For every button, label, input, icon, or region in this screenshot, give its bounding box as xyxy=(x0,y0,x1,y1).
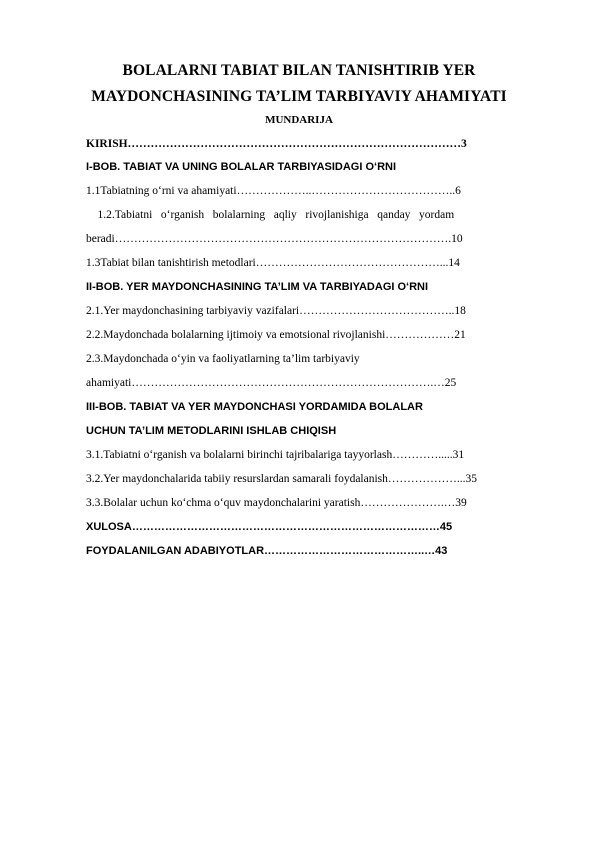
toc-entry-1-3[interactable]: 1.3Tabiat bilan tanishtirish metodlari…………………………………………...14 xyxy=(86,257,460,269)
toc-entry-2-3-cont[interactable]: ahamiyati…………………………………………………………………….…25 xyxy=(86,377,457,389)
toc-entry-2-1[interactable]: 2.1.Yer maydonchasining tarbiyaviy vazifalari…………………………………..18 xyxy=(86,305,466,317)
toc-entry-1-2-cont[interactable]: beradi…………………………………………………………………………….10 xyxy=(86,233,463,245)
toc-entry-1-2[interactable]: 1.2.Tabiatni o‘rganish bolalarning aqliy rivojlanishiga qanday yordam xyxy=(86,209,455,221)
toc-chapter-1[interactable]: I-BOB. TABIAT VA UNING BOLALAR TARBIYASIDAGI O‘RNI xyxy=(86,161,397,173)
toc-entry-xulosa[interactable]: XULOSA…………………………………………………………………………45 xyxy=(86,521,453,533)
toc-entry-adabiyotlar[interactable]: FOYDALANILGAN ADABIYOTLAR……………………………………..…43 xyxy=(86,545,448,557)
toc-entry-kirish[interactable]: KIRISH……………………………………………………………………………3 xyxy=(86,138,467,150)
document-title: BOLALARNI TABIAT BILAN TANISHTIRIB YER MAYDONCHASINING TA’LIM TARBIYAVIY AHAMIYATI xyxy=(91,62,507,105)
toc-heading: MUNDARIJA xyxy=(265,114,333,126)
toc-entry-2-3[interactable]: 2.3.Maydonchada o‘yin va faoliyatlarning ta’lim tarbiyaviy xyxy=(86,353,360,365)
toc-entry-1-1[interactable]: 1.1Tabiatning o‘rni va ahamiyati………………..………………………………..6 xyxy=(86,185,461,197)
toc-chapter-2[interactable]: II-BOB. YER MAYDONCHASINING TA’LIM VA TARBIYADAGI O‘RNI xyxy=(86,281,429,293)
toc-entry-3-2[interactable]: 3.2.Yer maydonchalarida tabiiy resurslardan samarali foydalanish………………...35 xyxy=(86,473,478,485)
toc-entry-3-3[interactable]: 3.3.Bolalar uchun ko‘chma o‘quv maydonchalarini yaratish………………….…39 xyxy=(86,497,467,509)
toc-chapter-3-cont[interactable]: UCHUN TA’LIM METODLARINI ISHLAB CHIQISH xyxy=(86,425,337,437)
toc-entry-2-2[interactable]: 2.2.Maydonchada bolalarning ijtimoiy va emotsional rivojlanishi………………21 xyxy=(86,329,466,341)
toc-chapter-3[interactable]: III-BOB. TABIAT VA YER MAYDONCHASI YORDAMIDA BOLALAR xyxy=(86,401,423,413)
toc-entry-3-1[interactable]: 3.1.Tabiatni o‘rganish va bolalarni birinchi tajribalariga tayyorlash………….....31 xyxy=(86,449,465,461)
